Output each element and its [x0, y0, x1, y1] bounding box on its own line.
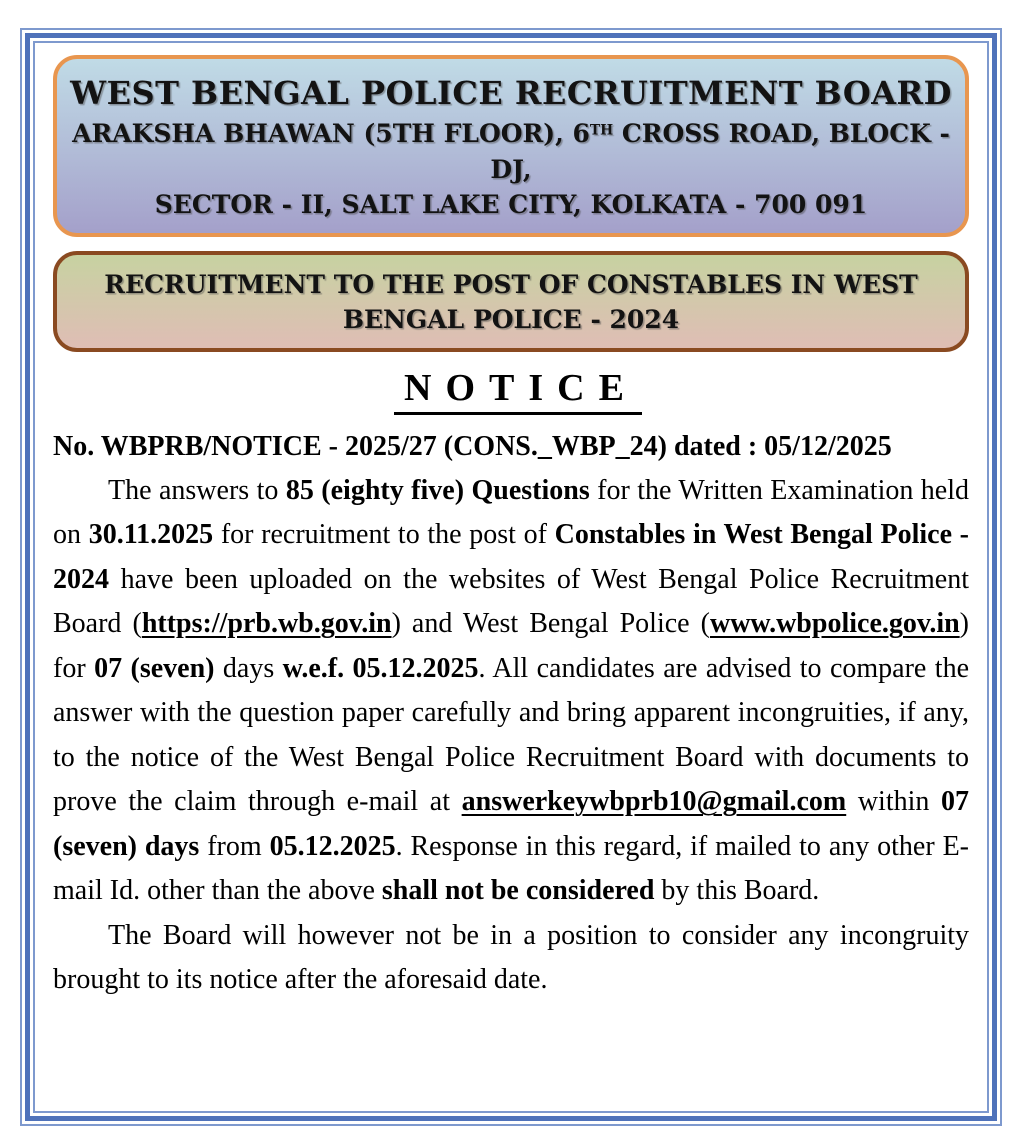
text-run: 07 (seven) days	[53, 786, 969, 862]
notice-reference-line: No. WBPRB/NOTICE - 2025/27 (CONS._WBP_24) dated : 05/12/2025	[53, 430, 892, 462]
text-run: days	[214, 652, 283, 684]
text-run: . Response in this regard, if mailed to any other E-mail Id. other than the above	[53, 830, 969, 907]
text-run: ) for	[53, 608, 969, 684]
text-run: 30.11.2025	[88, 519, 214, 551]
text-run: Constables in West Bengal Police - 2024	[53, 519, 970, 595]
notice-heading	[53, 366, 969, 415]
org-address-line-1	[63, 116, 959, 187]
page-content-area	[33, 41, 989, 1113]
text-run: The Board will however not be in a position to consider any incongruity brought to its notice after the aforesaid date.	[53, 919, 969, 996]
link-text: www.wbpolice.gov.in	[709, 608, 960, 640]
text-run: shall not be considered	[381, 875, 655, 907]
text-run: 07 (seven)	[94, 652, 215, 684]
page-border-middle	[25, 33, 997, 1121]
recruitment-banner	[53, 251, 969, 352]
text-run: The answers to	[108, 474, 286, 506]
org-name: WEST BENGAL POLICE RECRUITMENT BOARD	[70, 74, 952, 112]
text-run: within	[846, 786, 941, 818]
org-header-box	[53, 55, 969, 237]
text-run: ) and West Bengal Police (	[391, 608, 710, 640]
recruitment-banner-title: RECRUITMENT TO THE POST OF CONSTABLES IN WEST BENGAL POLICE - 2024	[104, 269, 918, 335]
text-run: CROSS ROAD, BLOCK - DJ,	[490, 119, 950, 184]
text-run: 85 (eighty five) Questions	[285, 474, 590, 506]
text-run: by this Board.	[654, 875, 820, 907]
link-text: answerkeywbprb10@gmail.com	[461, 786, 847, 818]
org-address-line-2: SECTOR - II, SALT LAKE CITY, KOLKATA - 700 091	[154, 190, 868, 220]
text-run: have been uploaded on the websites of West Bengal Police Recruitment Board (	[53, 563, 969, 640]
text-run: for recruitment to the post of	[213, 519, 555, 551]
notice-paragraph-2	[53, 914, 969, 1003]
text-run: ARAKSHA BHAWAN (5TH FLOOR), 6	[72, 119, 590, 149]
link-text: https://prb.wb.gov.in	[141, 608, 392, 640]
text-run: for the Written Examination held on	[53, 474, 970, 551]
text-run: TH	[589, 122, 614, 139]
notice-paragraph-1	[53, 469, 969, 914]
text-run: . All candidates are advised to compare the answer with the question paper carefully and bring apparent incongruities, if any, to the notice of the West Bengal Police Recruitment Board with documents to prove the claim through e-mail at	[53, 652, 969, 818]
text-run: from	[199, 830, 270, 862]
notice-heading-text: NOTICE	[394, 366, 642, 415]
text-run: w.e.f. 05.12.2025	[282, 652, 479, 684]
text-run: 05.12.2025	[269, 830, 396, 862]
page-border-outer	[20, 28, 1002, 1126]
